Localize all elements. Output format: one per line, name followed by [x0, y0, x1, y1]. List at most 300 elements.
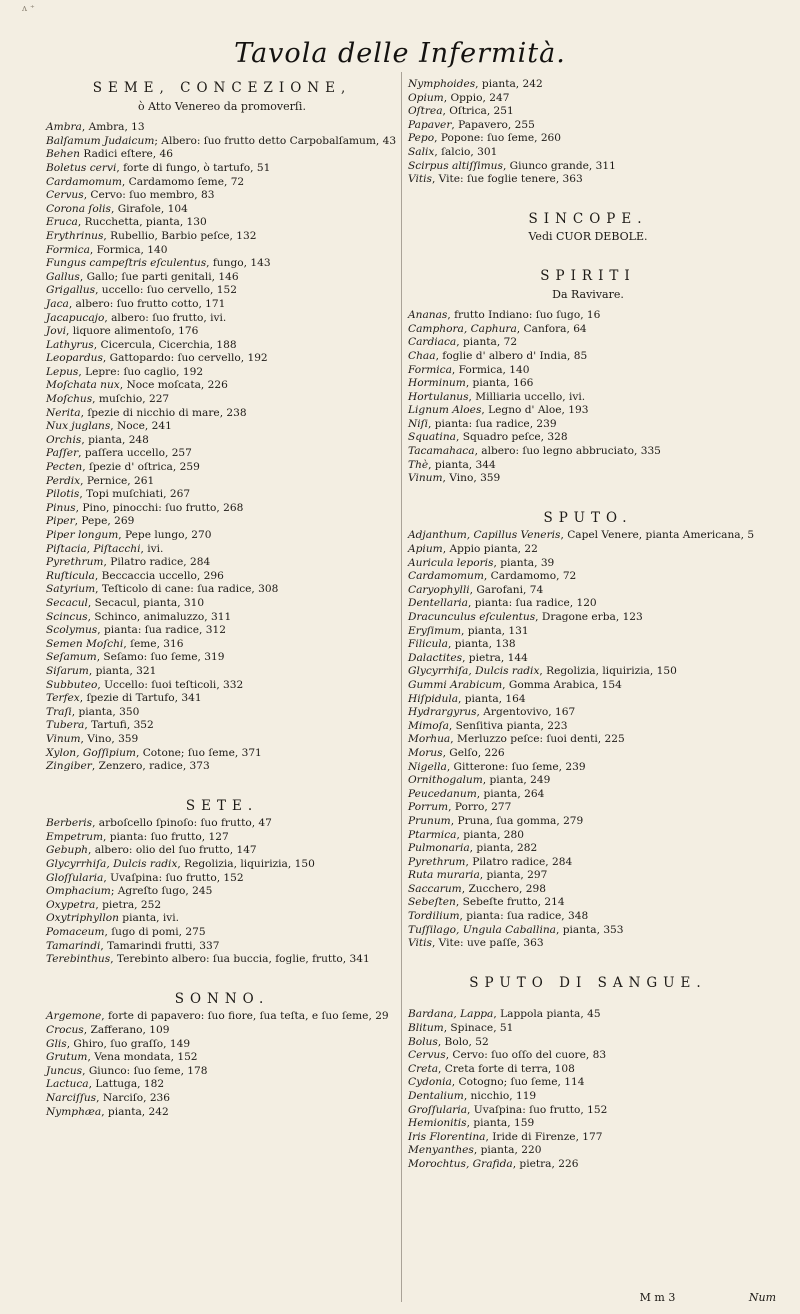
entry-latin-name: Glycyrrhiſa, Dulcis radix [408, 665, 540, 678]
entry-description: , ſpezie di Tartufo, 341 [79, 692, 202, 705]
entry-latin-name: Glycyrrhiſa, Dulcis radix [46, 858, 178, 871]
entry-description: , albero: olio del ſuo frutto, 147 [87, 844, 257, 857]
entry-description: , Terebinto albero: ſua buccia, foglie, frutto, 341 [110, 953, 370, 966]
index-entry [46, 679, 398, 693]
index-entry [408, 1008, 768, 1022]
section-title: SPIRITI [540, 267, 636, 284]
entry-description: , Noce, 241 [110, 420, 172, 433]
entry-description: , pianta: ſua radice, 120 [467, 597, 597, 610]
index-entry [46, 570, 398, 584]
entry-latin-name: Vinum [408, 472, 443, 485]
entry-latin-name: Oxypetra [46, 898, 96, 911]
entry-latin-name: Pepo [408, 132, 435, 145]
entry-latin-name: Cardamomum [46, 175, 122, 188]
index-entry [408, 720, 768, 734]
index-entry [408, 924, 768, 938]
entry-latin-name: Formica [408, 363, 452, 376]
entry-latin-name: Glis [46, 1037, 67, 1050]
entry-description: , ivi. [140, 542, 164, 555]
entry-description: , muſchio, 227 [92, 393, 170, 406]
index-entry [46, 502, 398, 516]
index-entry [408, 529, 768, 543]
index-entry [408, 1131, 768, 1145]
entry-latin-name: Erythrinus [46, 229, 104, 242]
entry-latin-name: Gebuph [46, 844, 88, 857]
entry-latin-name: Lactuca [46, 1078, 89, 1091]
entry-latin-name: Dracunculus eſculentus [408, 611, 536, 623]
index-entry [46, 858, 398, 872]
index-entry [408, 323, 768, 337]
section-spacer [408, 994, 768, 1008]
entry-latin-name: Mimoſa [408, 719, 449, 732]
entry-latin-name: Tacamahaca [408, 445, 475, 458]
index-entry [46, 817, 398, 831]
index-entry [408, 160, 768, 174]
index-entry [408, 815, 768, 829]
entry-description: , pianta, 39 [493, 556, 555, 569]
entry-description: , paſſera uccello, 257 [78, 447, 192, 460]
entry-description: , Canfora, 64 [516, 322, 587, 335]
index-entry [408, 1144, 768, 1158]
entry-description: , pietra, 226 [512, 1157, 579, 1170]
entry-description: , fungo, 143 [206, 257, 271, 270]
index-entry [46, 176, 398, 190]
index-entry [46, 556, 398, 570]
index-entry [46, 216, 398, 230]
section-spacer [408, 951, 768, 973]
index-entry [408, 1022, 768, 1036]
index-entry [46, 638, 398, 652]
entry-description: , Vite: uve paſſe, 363 [431, 937, 544, 950]
entry-description: , Beccaccia uccello, 296 [94, 569, 224, 582]
entry-latin-name: Secacul [46, 596, 88, 609]
entry-latin-name: Morhua [408, 733, 451, 746]
index-entry [46, 244, 398, 258]
entry-latin-name: Jacapucajo [46, 311, 105, 324]
index-entry [408, 119, 768, 133]
entry-description: , Vite: ſue foglie tenere, 363 [431, 173, 583, 186]
index-entry [408, 404, 768, 418]
entry-latin-name: Tordilium [408, 910, 460, 923]
index-entry [408, 78, 768, 92]
index-entry [46, 148, 398, 162]
entry-latin-name: Auricula leporis [408, 556, 494, 569]
entry-latin-name: Cydonia [408, 1076, 452, 1089]
entry-latin-name: Ambra [46, 121, 82, 134]
index-entry [46, 379, 398, 393]
entry-description: , Uccello: ſuoi teſticoli, 332 [97, 678, 244, 691]
index-entry [46, 831, 398, 845]
entry-description: , Zenzero, radice, 373 [91, 760, 210, 773]
entry-description: , Oppio, 247 [443, 91, 510, 104]
section-spacer [408, 486, 768, 508]
index-entry [408, 747, 768, 761]
index-entry [46, 312, 398, 326]
entry-latin-name: Dentellaria [408, 597, 468, 610]
index-entry [408, 92, 768, 106]
entry-description: , Secacul, pianta, 310 [87, 596, 205, 609]
entry-description: , Tartufi, 352 [84, 719, 154, 732]
index-entry [46, 624, 398, 638]
index-entry [408, 597, 768, 611]
entry-latin-name: Squatina [408, 431, 456, 444]
entry-description: , Ghiro, ſuo graſſo, 149 [66, 1037, 191, 1050]
entry-description: pianta, ivi. [118, 912, 180, 925]
entry-latin-name: Iris Florentina [408, 1130, 486, 1143]
entry-description: , Pruna, ſua gomma, 279 [450, 814, 584, 827]
index-entry [46, 203, 398, 217]
entry-description: , Iride di Firenze, 177 [485, 1130, 603, 1143]
entry-latin-name: Crocus [46, 1024, 84, 1036]
entry-description: , Pernice, 261 [80, 474, 155, 487]
entry-latin-name: Jovi [46, 325, 66, 338]
entry-description: , Appio pianta, 22 [442, 543, 538, 556]
index-entry [408, 842, 768, 856]
index-entry [46, 611, 398, 625]
entry-latin-name: Hemionitis [408, 1117, 467, 1130]
entry-latin-name: Scirpus altiſſimus [408, 159, 503, 172]
entry-latin-name: Pomaceum [46, 926, 105, 939]
index-entry [408, 557, 768, 571]
entry-latin-name: Argemone [46, 1010, 102, 1023]
index-entry [408, 788, 768, 802]
entry-description: , Ambra, 13 [81, 121, 145, 134]
index-entry [408, 883, 768, 897]
entry-description: , pianta, 138 [447, 638, 516, 651]
entry-description: , Vino, 359 [442, 472, 501, 485]
entry-latin-name: Cervus [408, 1049, 446, 1062]
entry-description: , pianta: ſua radice, 348 [459, 910, 589, 923]
index-entry [408, 1104, 768, 1118]
entry-description: , Giunco grande, 311 [502, 159, 616, 172]
index-entry [46, 298, 398, 312]
entry-latin-name: Nymphæa [46, 1105, 102, 1118]
entry-description: , Cervo: ſuo oſſo del cuore, 83 [445, 1049, 607, 1062]
index-entry [46, 434, 398, 448]
index-entry [46, 1106, 398, 1120]
entry-description: , pianta, 220 [473, 1144, 542, 1157]
entry-latin-name: Hydrargyrus [408, 706, 477, 719]
entry-description: , forte di fungo, ò tartufo, 51 [116, 161, 271, 174]
index-entry [408, 418, 768, 432]
section-spacer [46, 967, 398, 989]
entry-description: , Cotogno; ſuo ſeme, 114 [451, 1076, 585, 1089]
entry-description: , Teſticolo di cane: ſua radice, 308 [95, 583, 279, 596]
entry-description: , pianta, 350 [71, 705, 140, 718]
entry-description: , Gallo; ſue parti genitali, 146 [79, 270, 239, 283]
index-entry [408, 856, 768, 870]
index-entry [46, 844, 398, 858]
index-entry [408, 570, 768, 584]
entry-description: , Cervo: ſuo membro, 83 [83, 189, 215, 202]
entry-description: , liquore alimentoſo, 176 [66, 325, 199, 338]
entry-description: , Noce moſcata, 226 [119, 379, 228, 392]
entry-latin-name: Seſamum [46, 651, 97, 664]
entry-latin-name: Empetrum [46, 830, 104, 843]
index-entry [408, 869, 768, 883]
index-entry [408, 679, 768, 693]
entry-latin-name: Menyanthes [408, 1144, 474, 1157]
entry-latin-name: Corona ſolis [46, 202, 111, 215]
entry-latin-name: Moſchata nux [46, 379, 120, 392]
entry-description: , Legno d' Aloe, 193 [481, 404, 589, 417]
index-entry [408, 173, 768, 187]
entry-latin-name: Paſſer [46, 447, 79, 460]
entry-latin-name: Fungus campeſtris eſculentus [46, 257, 207, 270]
index-entry [46, 953, 398, 967]
index-entry [46, 515, 398, 529]
index-entry [408, 391, 768, 405]
entry-latin-name: Omphacium [46, 885, 111, 898]
entry-description: , ſpezie di nicchio di mare, 238 [80, 406, 247, 419]
catchword: Num [748, 1291, 776, 1304]
index-entry [408, 1049, 768, 1063]
index-entry [46, 475, 398, 489]
entry-description: , Merluzzo peſce: ſuoi denti, 225 [450, 733, 625, 746]
index-entry [408, 1117, 768, 1131]
entry-latin-name: Pilotis [46, 488, 80, 501]
index-entry [408, 105, 768, 119]
entry-description: , Gattopardo: ſuo cervello, 192 [102, 352, 268, 365]
entry-description: , Senſitiva pianta, 223 [448, 719, 568, 732]
entry-description: , Gitterone: ſuo ſeme, 239 [446, 760, 586, 773]
index-entry [408, 1158, 768, 1172]
entry-latin-name: Morochtus, Grafida [408, 1157, 513, 1170]
entry-latin-name: Caryophylli [408, 583, 470, 596]
index-entry [46, 899, 398, 913]
corner-mark: ʌ ⁺ [22, 4, 35, 14]
section-title: SEME, CONCEZIONE, [92, 80, 352, 96]
index-entry [46, 1078, 398, 1092]
entry-description: , Garofani, 74 [469, 583, 544, 596]
entry-description: , Pepe, 269 [74, 515, 135, 528]
entry-description: , Lattuga, 182 [88, 1078, 165, 1091]
entry-latin-name: Groſſularia [408, 1103, 468, 1116]
entry-latin-name: Peucedanum [408, 787, 477, 800]
index-entry [408, 336, 768, 350]
section-title: SETE. [185, 797, 259, 814]
entry-latin-name: Salix [408, 145, 435, 158]
index-entry [46, 719, 398, 733]
entry-description: , frutto Indiano: ſuo ſugo, 16 [447, 309, 601, 322]
index-entry [408, 761, 768, 775]
index-entry [46, 1065, 398, 1079]
index-entry [46, 885, 398, 899]
entry-latin-name: Hortulanus [408, 390, 469, 403]
entry-latin-name: Chaa [408, 349, 436, 362]
entry-latin-name: Ananas [408, 309, 448, 322]
entry-description: , Lepre: ſuo caglio, 192 [78, 365, 204, 378]
entry-latin-name: Vitis [408, 937, 432, 950]
entry-latin-name: Cardiaca [408, 336, 457, 349]
section-title: SONNO. [174, 990, 270, 1007]
index-entry [408, 733, 768, 747]
entry-latin-name: Gallus [46, 270, 80, 283]
entry-latin-name: Sebeſten [408, 896, 456, 909]
entry-description: , pianta, 159 [466, 1117, 535, 1130]
entry-latin-name: Satyrium [46, 583, 96, 596]
entry-description: , Spinace, 51 [443, 1022, 514, 1035]
entry-description: , Cardamomo, 72 [483, 570, 577, 583]
entry-latin-name: Leopardus [46, 352, 103, 365]
entry-latin-name: Xylon, Goſſipium [46, 746, 136, 759]
entry-latin-name: Ruſticula [46, 569, 95, 582]
index-entry [408, 309, 768, 323]
entry-latin-name: Lignum Aloes [408, 404, 482, 417]
section-title: SINCOPE. [528, 210, 648, 227]
entry-description: , Regolizia, liquirizia, 150 [177, 858, 315, 871]
entry-description: , Vena mondata, 152 [87, 1051, 198, 1064]
entry-description: , Popone: ſuo ſeme, 260 [434, 132, 562, 145]
index-entry [408, 431, 768, 445]
entry-latin-name: Eryſimum [408, 624, 462, 637]
index-entry [408, 1090, 768, 1104]
index-entry [46, 529, 398, 543]
index-entry [408, 706, 768, 720]
entry-latin-name: Oxytriphyllon [46, 912, 119, 925]
index-entry [46, 407, 398, 421]
index-entry [408, 611, 768, 625]
entry-latin-name: Horminum [408, 377, 466, 390]
entry-description: , Formica, 140 [89, 243, 168, 256]
index-entry [46, 135, 398, 149]
entry-latin-name: Oſtrea [408, 105, 443, 118]
entry-latin-name: Cardamomum [408, 570, 484, 583]
column-divider [401, 72, 402, 1302]
entry-description: , pianta, 248 [81, 433, 149, 446]
entry-latin-name: Pulmonaria [408, 842, 470, 855]
entry-description: , Milliaria uccello, ivi. [468, 390, 586, 403]
entry-description: , Rucchetta, pianta, 130 [77, 216, 207, 229]
entry-latin-name: Porrum [408, 801, 449, 814]
entry-description: , pianta, 242 [101, 1105, 169, 1118]
entry-latin-name: Vinum [46, 732, 81, 745]
entry-latin-name: Piper longum [46, 529, 119, 541]
index-entry [408, 937, 768, 951]
entry-latin-name: Orchis [46, 433, 82, 446]
index-entry [408, 896, 768, 910]
entry-latin-name: Vitis [408, 173, 432, 186]
entry-description: , Topi muſchiati, 267 [79, 488, 191, 501]
index-entry [408, 146, 768, 160]
entry-latin-name: Camphora, Caphura [408, 322, 517, 335]
entry-latin-name: Tamarindi [46, 939, 101, 952]
entry-description: , Bolo, 52 [437, 1035, 489, 1048]
entry-latin-name: Saccarum [408, 882, 462, 895]
entry-latin-name: Behen [46, 148, 80, 161]
index-entry [408, 445, 768, 459]
entry-description: , Seſamo: ſuo ſeme, 319 [96, 651, 225, 664]
index-entry [408, 665, 768, 679]
entry-latin-name: Dentalium [408, 1090, 464, 1102]
entry-description: , pianta, 282 [469, 842, 538, 855]
entry-latin-name: Adjanthum, Capillus Veneris [408, 529, 561, 542]
entry-description: ; Agreſto ſugo, 245 [110, 885, 213, 898]
entry-description: , Uvaſpina: ſuo frutto, 152 [467, 1103, 608, 1116]
entry-description: , Porro, 277 [448, 801, 512, 814]
entry-latin-name: Filicula [408, 638, 448, 651]
entry-latin-name: Lepus [46, 365, 79, 378]
section-spacer [408, 187, 768, 209]
entry-latin-name: Thè [408, 458, 429, 471]
index-entry [46, 325, 398, 339]
entry-description: , Narciſo, 236 [96, 1091, 171, 1104]
entry-description: , Zucchero, 298 [461, 882, 546, 895]
index-entry [46, 189, 398, 203]
entry-description: , Gomma Arabica, 154 [502, 678, 622, 691]
section-title: SPUTO DI SANGUE. [469, 974, 707, 991]
entry-description: , ſeme, 316 [123, 637, 184, 650]
entry-latin-name: Tuſſilago, Ungula Caballina [408, 923, 556, 936]
entry-description: , Sebeſte frutto, 214 [455, 896, 565, 909]
entry-latin-name: Formica [46, 243, 90, 256]
entry-description: , Cotone; ſuo ſeme, 371 [135, 746, 262, 759]
entry-latin-name: Ruta muraria [408, 869, 480, 882]
entry-description: , Oſtrica, 251 [442, 105, 514, 118]
entry-description: , Giunco: ſuo ſeme, 178 [82, 1064, 208, 1077]
entry-description: , Schinco, animaluzzo, 311 [87, 610, 232, 623]
index-entry [46, 393, 398, 407]
entry-latin-name: Subbuteo [46, 678, 98, 691]
entry-latin-name: Grutum [46, 1051, 88, 1064]
entry-latin-name: Bolus [408, 1035, 438, 1048]
entry-latin-name: Papaver [408, 118, 452, 131]
index-entry [46, 706, 398, 720]
entry-latin-name: Hiſpidula [408, 692, 459, 705]
entry-latin-name: Perdix [46, 474, 81, 487]
entry-description: , pianta: ſuo frutto, 127 [103, 830, 229, 843]
entry-description: , forte di papavero: ſuo fiore, ſua teſta, e ſuo ſeme, 29 [101, 1010, 389, 1023]
entry-latin-name: Cervus [46, 189, 84, 202]
section-subtitle: Vedi CUOR DEBOLE. [528, 230, 648, 244]
entry-description: , Squadro peſce, 328 [455, 431, 568, 444]
entry-latin-name: Nerita [46, 406, 81, 419]
index-entry [408, 1063, 768, 1077]
entry-latin-name: Ptarmica [408, 828, 457, 841]
index-entry [408, 377, 768, 391]
entry-description: , Vino, 359 [80, 732, 139, 745]
index-entry [408, 584, 768, 598]
entry-description: , Pilatro radice, 284 [465, 855, 573, 868]
entry-latin-name: Nigella [408, 760, 447, 773]
entry-description: , albero: ſuo legno abbruciato, 335 [474, 445, 661, 458]
index-entry [46, 284, 398, 298]
entry-latin-name: Terfex [46, 692, 80, 705]
entry-description: , albero: ſuo frutto cotto, 171 [68, 297, 226, 310]
index-entry [46, 597, 398, 611]
index-entry [46, 912, 398, 926]
entry-description: , Pilatro radice, 284 [103, 556, 211, 569]
entry-description: , pianta, 321 [88, 664, 157, 677]
index-entry [46, 121, 398, 135]
section-subtitle: Da Ravivare. [552, 287, 624, 301]
entry-latin-name: Traſi [46, 705, 72, 718]
right-column [408, 78, 768, 1172]
entry-description: , Formica, 140 [451, 363, 530, 376]
index-entry [46, 926, 398, 940]
index-entry [408, 829, 768, 843]
entry-description: , pianta: ſua radice, 312 [97, 624, 226, 637]
entry-latin-name: Scolymus [46, 624, 98, 637]
index-entry [46, 651, 398, 665]
index-entry [46, 162, 398, 176]
entry-latin-name: Scincus [46, 610, 88, 623]
index-entry [46, 940, 398, 954]
entry-latin-name: Pinus [46, 501, 76, 514]
index-entry [408, 1076, 768, 1090]
entry-latin-name: Nux juglans [46, 420, 111, 433]
entry-description: , Dragone erba, 123 [535, 611, 643, 623]
